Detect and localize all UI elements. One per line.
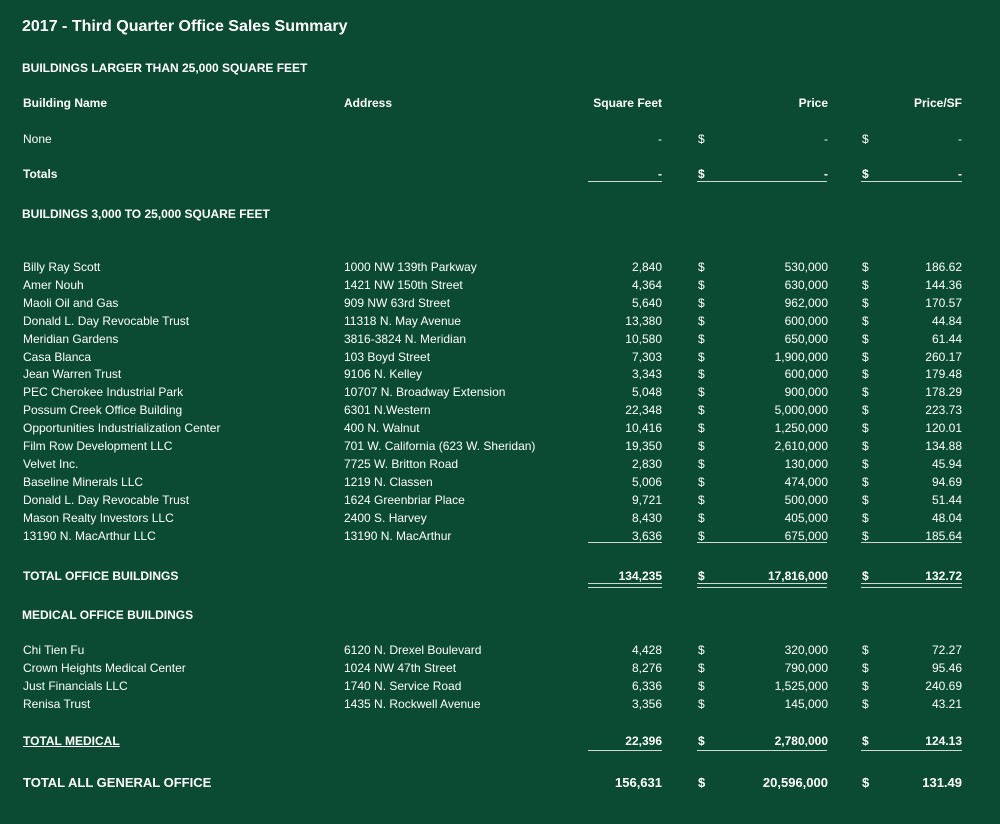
cell-d2: $	[862, 510, 869, 525]
cell-address: 1219 N. Classen	[344, 474, 433, 489]
cell-d1: $	[698, 569, 705, 583]
cell-price: 600,000	[784, 313, 828, 328]
cell-d2: $	[862, 403, 869, 418]
cell-d2: $	[862, 277, 869, 292]
cell-name: Totals	[23, 167, 58, 181]
table-row	[0, 511, 1000, 529]
cell-address: 1000 NW 139th Parkway	[344, 260, 477, 274]
cell-d2: $	[862, 456, 869, 471]
cell-name: Baseline Minerals LLC	[23, 474, 144, 489]
table-header	[0, 96, 1000, 114]
cell-sqft: 10,580	[625, 331, 662, 346]
underline	[588, 181, 662, 182]
cell-name: Casa Blanca	[23, 349, 92, 364]
cell-price: 405,000	[784, 510, 828, 525]
table-row	[0, 314, 1000, 332]
cell-name: Possum Creek Office Building	[23, 403, 183, 418]
cell-d1: $	[698, 167, 705, 181]
cell-address: 6120 N. Drexel Boulevard	[344, 643, 482, 657]
cell-sqft: 3,343	[631, 367, 662, 382]
cell-sqft: 19,350	[625, 439, 662, 453]
cell-name: Donald L. Day Revocable Trust	[23, 313, 190, 328]
cell-d1: $	[698, 679, 705, 693]
cell-sqft: 3,636	[631, 528, 662, 543]
cell-d2: $	[862, 661, 869, 675]
cell-address: 1421 NW 150th Street	[344, 277, 463, 292]
cell-psf: 95.46	[931, 661, 962, 675]
header-building-name: Building Name	[23, 96, 108, 110]
cell-d1: $	[698, 474, 705, 489]
cell-d1: $	[698, 697, 705, 711]
table-row	[0, 350, 1000, 368]
cell-d1: $	[698, 313, 705, 328]
cell-price: 650,000	[784, 331, 828, 346]
cell-name: Opportunities Industrialization Center	[23, 421, 221, 436]
cell-d1: $	[698, 132, 705, 146]
page-title: 2017 - Third Quarter Office Sales Summary	[22, 18, 348, 35]
cell-price: 5,000,000	[774, 403, 828, 418]
grand-total-row	[0, 775, 1000, 793]
cell-sqft: 9,721	[631, 492, 662, 507]
table-row	[0, 493, 1000, 511]
cell-d2: $	[862, 679, 869, 693]
cell-address: 103 Boyd Street	[344, 349, 431, 364]
cell-psf: -	[958, 132, 962, 146]
cell-sqft: 134,235	[618, 569, 662, 583]
cell-sqft: 22,348	[625, 403, 662, 418]
cell-sqft: 8,276	[631, 661, 662, 675]
cell-d1: $	[698, 775, 706, 790]
cell-sqft: 5,006	[631, 474, 662, 489]
table-row	[0, 643, 1000, 661]
cell-d2: $	[862, 260, 869, 274]
underline	[697, 181, 827, 182]
cell-address: 10707 N. Broadway Extension	[344, 385, 506, 400]
cell-address: 400 N. Walnut	[344, 421, 420, 436]
cell-psf: 178.29	[925, 385, 962, 400]
cell-sqft: 5,048	[631, 385, 662, 400]
cell-psf: 260.17	[925, 349, 962, 364]
underline	[588, 542, 662, 543]
cell-psf: 61.44	[931, 331, 962, 346]
table-row	[0, 332, 1000, 350]
cell-name: 13190 N. MacArthur LLC	[23, 528, 156, 543]
cell-psf: 186.62	[925, 260, 962, 274]
cell-sqft: -	[658, 132, 662, 146]
cell-sqft: 13,380	[625, 313, 662, 328]
table-row	[0, 421, 1000, 439]
cell-price: 500,000	[784, 492, 828, 507]
cell-d1: $	[698, 439, 705, 453]
cell-d1: $	[698, 643, 705, 657]
cell-d2: $	[862, 132, 869, 146]
cell-d2: $	[862, 349, 869, 364]
underline	[697, 542, 827, 543]
section-large-buildings: BUILDINGS LARGER THAN 25,000 SQUARE FEET	[22, 61, 308, 75]
cell-address: 7725 W. Britton Road	[344, 456, 459, 471]
header-address: Address	[344, 96, 393, 110]
cell-d1: $	[698, 661, 705, 675]
cell-address: 13190 N. MacArthur	[344, 528, 452, 543]
double-underline	[588, 583, 662, 588]
cell-sqft: 2,830	[631, 456, 662, 471]
cell-psf: 179.48	[925, 367, 962, 382]
cell-d1: $	[698, 421, 705, 436]
cell-d1: $	[698, 528, 705, 543]
cell-address: 701 W. California (623 W. Sheridan)	[344, 439, 536, 453]
cell-sqft: 22,396	[625, 734, 662, 748]
cell-name: Donald L. Day Revocable Trust	[23, 492, 190, 507]
cell-address: 1740 N. Service Road	[344, 679, 462, 693]
cell-price: -	[824, 167, 828, 181]
cell-d2: $	[862, 421, 869, 436]
cell-address: 909 NW 63rd Street	[344, 295, 451, 310]
cell-d1: $	[698, 277, 705, 292]
cell-price: 1,525,000	[774, 679, 828, 693]
cell-address: 1435 N. Rockwell Avenue	[344, 697, 481, 711]
cell-name: Billy Ray Scott	[23, 260, 101, 274]
cell-price: 2,780,000	[774, 734, 828, 748]
cell-d2: $	[862, 331, 869, 346]
cell-psf: 45.94	[931, 456, 962, 471]
section-medical: MEDICAL OFFICE BUILDINGS	[22, 608, 194, 622]
table-row	[0, 367, 1000, 385]
cell-d2: $	[862, 697, 869, 711]
table-row	[0, 132, 1000, 150]
cell-d1: $	[698, 510, 705, 525]
cell-address: 6301 N.Western	[344, 403, 431, 418]
cell-price: 20,596,000	[762, 775, 828, 790]
cell-name: Just Financials LLC	[23, 679, 128, 693]
cell-name: Mason Realty Investors LLC	[23, 510, 174, 525]
cell-price: 145,000	[784, 697, 828, 711]
cell-d1: $	[698, 403, 705, 418]
underline	[861, 750, 962, 751]
cell-sqft: 3,356	[631, 697, 662, 711]
cell-address: 9106 N. Kelley	[344, 367, 423, 382]
cell-sqft: 4,428	[631, 643, 662, 657]
underline	[588, 750, 662, 751]
table-row	[0, 661, 1000, 679]
underline	[861, 181, 962, 182]
table-row	[0, 475, 1000, 493]
cell-d1: $	[698, 331, 705, 346]
cell-psf: 144.36	[925, 277, 962, 292]
cell-sqft: -	[658, 167, 662, 181]
cell-name: Chi Tien Fu	[23, 643, 85, 657]
cell-d2: $	[862, 385, 869, 400]
cell-price: 790,000	[784, 661, 828, 675]
cell-name: Film Row Development LLC	[23, 439, 173, 453]
cell-psf: 170.57	[925, 295, 962, 310]
table-row	[0, 403, 1000, 421]
cell-price: 2,610,000	[774, 439, 828, 453]
cell-d2: $	[862, 492, 869, 507]
cell-price: 17,816,000	[767, 569, 828, 583]
table-row	[0, 439, 1000, 457]
table-row	[0, 296, 1000, 314]
cell-name: TOTAL OFFICE BUILDINGS	[23, 569, 179, 583]
office-total-row	[0, 569, 1000, 587]
cell-sqft: 5,640	[631, 295, 662, 310]
cell-price: 630,000	[784, 277, 828, 292]
cell-psf: 131.49	[922, 775, 962, 790]
cell-price: 900,000	[784, 385, 828, 400]
table-row	[0, 385, 1000, 403]
cell-sqft: 8,430	[631, 510, 662, 525]
header-price-per-sf: Price/SF	[913, 96, 962, 110]
cell-address: 1624 Greenbriar Place	[344, 492, 465, 507]
cell-d1: $	[698, 492, 705, 507]
cell-psf: 185.64	[925, 528, 962, 543]
cell-price: -	[824, 132, 828, 146]
cell-name: Amer Nouh	[23, 277, 84, 292]
cell-sqft: 7,303	[631, 349, 662, 364]
cell-psf: 72.27	[931, 643, 962, 657]
cell-name: Maoli Oil and Gas	[23, 295, 119, 310]
cell-name: Crown Heights Medical Center	[23, 661, 186, 675]
cell-psf: 48.04	[931, 510, 962, 525]
cell-address: 2400 S. Harvey	[344, 510, 427, 525]
table-row	[0, 697, 1000, 715]
table-row	[0, 278, 1000, 296]
cell-name: Jean Warren Trust	[23, 367, 122, 382]
cell-name: Renisa Trust	[23, 697, 91, 711]
cell-psf: 44.84	[931, 313, 962, 328]
cell-name: TOTAL MEDICAL	[23, 734, 120, 748]
cell-psf: 120.01	[925, 421, 962, 436]
cell-sqft: 2,840	[631, 260, 662, 274]
cell-d2: $	[862, 474, 869, 489]
cell-psf: 43.21	[931, 697, 962, 711]
cell-d2: $	[862, 439, 869, 453]
section-mid-buildings: BUILDINGS 3,000 TO 25,000 SQUARE FEET	[22, 207, 270, 221]
cell-d1: $	[698, 367, 705, 382]
cell-price: 474,000	[784, 474, 828, 489]
underline	[861, 542, 962, 543]
cell-price: 130,000	[784, 456, 828, 471]
table-row	[0, 457, 1000, 475]
cell-name: PEC Cherokee Industrial Park	[23, 385, 184, 400]
cell-psf: 223.73	[925, 403, 962, 418]
cell-d1: $	[698, 349, 705, 364]
table-row	[0, 529, 1000, 547]
cell-sqft: 10,416	[625, 421, 662, 436]
cell-d1: $	[698, 734, 705, 748]
cell-price: 962,000	[784, 295, 828, 310]
cell-name: None	[23, 132, 52, 146]
cell-psf: 51.44	[931, 492, 962, 507]
double-underline	[697, 583, 827, 588]
cell-name: TOTAL ALL GENERAL OFFICE	[23, 775, 212, 790]
cell-price: 1,900,000	[774, 349, 828, 364]
cell-d1: $	[698, 295, 705, 310]
cell-d1: $	[698, 385, 705, 400]
cell-d2: $	[862, 643, 869, 657]
cell-sqft: 156,631	[615, 775, 662, 790]
cell-psf: -	[958, 167, 962, 181]
cell-d2: $	[862, 167, 869, 181]
cell-address: 11318 N. May Avenue	[344, 313, 461, 328]
cell-address: 1024 NW 47th Street	[344, 661, 457, 675]
cell-d2: $	[862, 367, 869, 382]
cell-d1: $	[698, 260, 705, 274]
cell-price: 600,000	[784, 367, 828, 382]
table-row	[0, 679, 1000, 697]
cell-sqft: 4,364	[631, 277, 662, 292]
cell-d2: $	[862, 775, 870, 790]
cell-d2: $	[862, 295, 869, 310]
cell-psf: 94.69	[931, 474, 962, 489]
cell-price: 675,000	[784, 528, 828, 543]
table-row	[0, 260, 1000, 278]
medical-total-row	[0, 734, 1000, 752]
large-totals-row	[0, 167, 1000, 185]
header-square-feet: Square Feet	[593, 96, 662, 110]
cell-d2: $	[862, 734, 869, 748]
cell-sqft: 6,336	[631, 679, 662, 693]
cell-psf: 134.88	[925, 439, 962, 453]
cell-price: 530,000	[784, 260, 828, 274]
cell-psf: 124.13	[925, 734, 962, 748]
cell-d2: $	[862, 528, 869, 543]
underline	[697, 750, 827, 751]
cell-d1: $	[698, 456, 705, 471]
header-price: Price	[798, 96, 828, 110]
cell-price: 1,250,000	[774, 421, 828, 436]
cell-psf: 132.72	[925, 569, 962, 583]
cell-price: 320,000	[784, 643, 828, 657]
cell-name: Meridian Gardens	[23, 331, 119, 346]
cell-d2: $	[862, 313, 869, 328]
double-underline	[861, 583, 962, 588]
cell-name: Velvet Inc.	[23, 456, 79, 471]
cell-psf: 240.69	[925, 679, 962, 693]
cell-d2: $	[862, 569, 869, 583]
cell-address: 3816-3824 N. Meridian	[344, 331, 467, 346]
